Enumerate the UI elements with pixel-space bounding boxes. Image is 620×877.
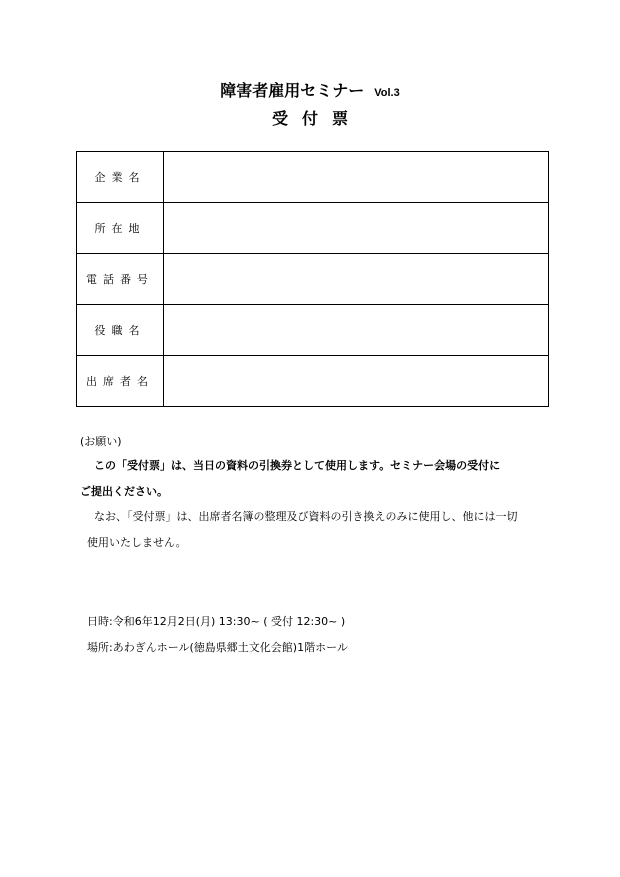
attendee-name-label: 出席者名 [77, 356, 164, 407]
notes-line-4: 使用いたしません。 [87, 536, 187, 549]
company-name-label: 企業名 [77, 152, 164, 203]
form-row-phone [77, 254, 549, 305]
volume-label: Vol.3 [374, 87, 400, 99]
phone-field[interactable] [164, 254, 549, 305]
notes-line-1: この「受付票」は、当日の資料の引換券として使用します。セミナー会場の受付に [94, 459, 501, 472]
attendee-name-field[interactable] [164, 356, 549, 407]
page-title [0, 78, 620, 101]
form-row-company [77, 152, 549, 203]
form-row-attendee [77, 356, 549, 407]
position-field[interactable] [164, 305, 549, 356]
event-venue: 場所:あわぎんホール(徳島県郷土文化会館)1階ホール [87, 641, 348, 654]
event-datetime: 日時:令和6年12月2日(月) 13:30~ ( 受付 12:30~ ) [87, 615, 346, 628]
notes-line-3: なお、「受付票」は、出席者名簿の整理及び資料の引き換えのみに使用し、他には一切 [94, 510, 518, 523]
address-label: 所在地 [77, 203, 164, 254]
company-name-field[interactable] [164, 152, 549, 203]
phone-label: 電話番号 [77, 254, 164, 305]
notes-heading: (お願い) [80, 435, 122, 448]
title-text: 障害者雇用セミナー [220, 81, 365, 100]
position-label: 役職名 [77, 305, 164, 356]
form-row-address [77, 203, 549, 254]
address-field[interactable] [164, 203, 549, 254]
reception-form-table [76, 151, 549, 407]
page-subtitle: 受付票 [271, 109, 362, 128]
form-row-position [77, 305, 549, 356]
notes-line-2: ご提出ください。 [80, 485, 168, 498]
